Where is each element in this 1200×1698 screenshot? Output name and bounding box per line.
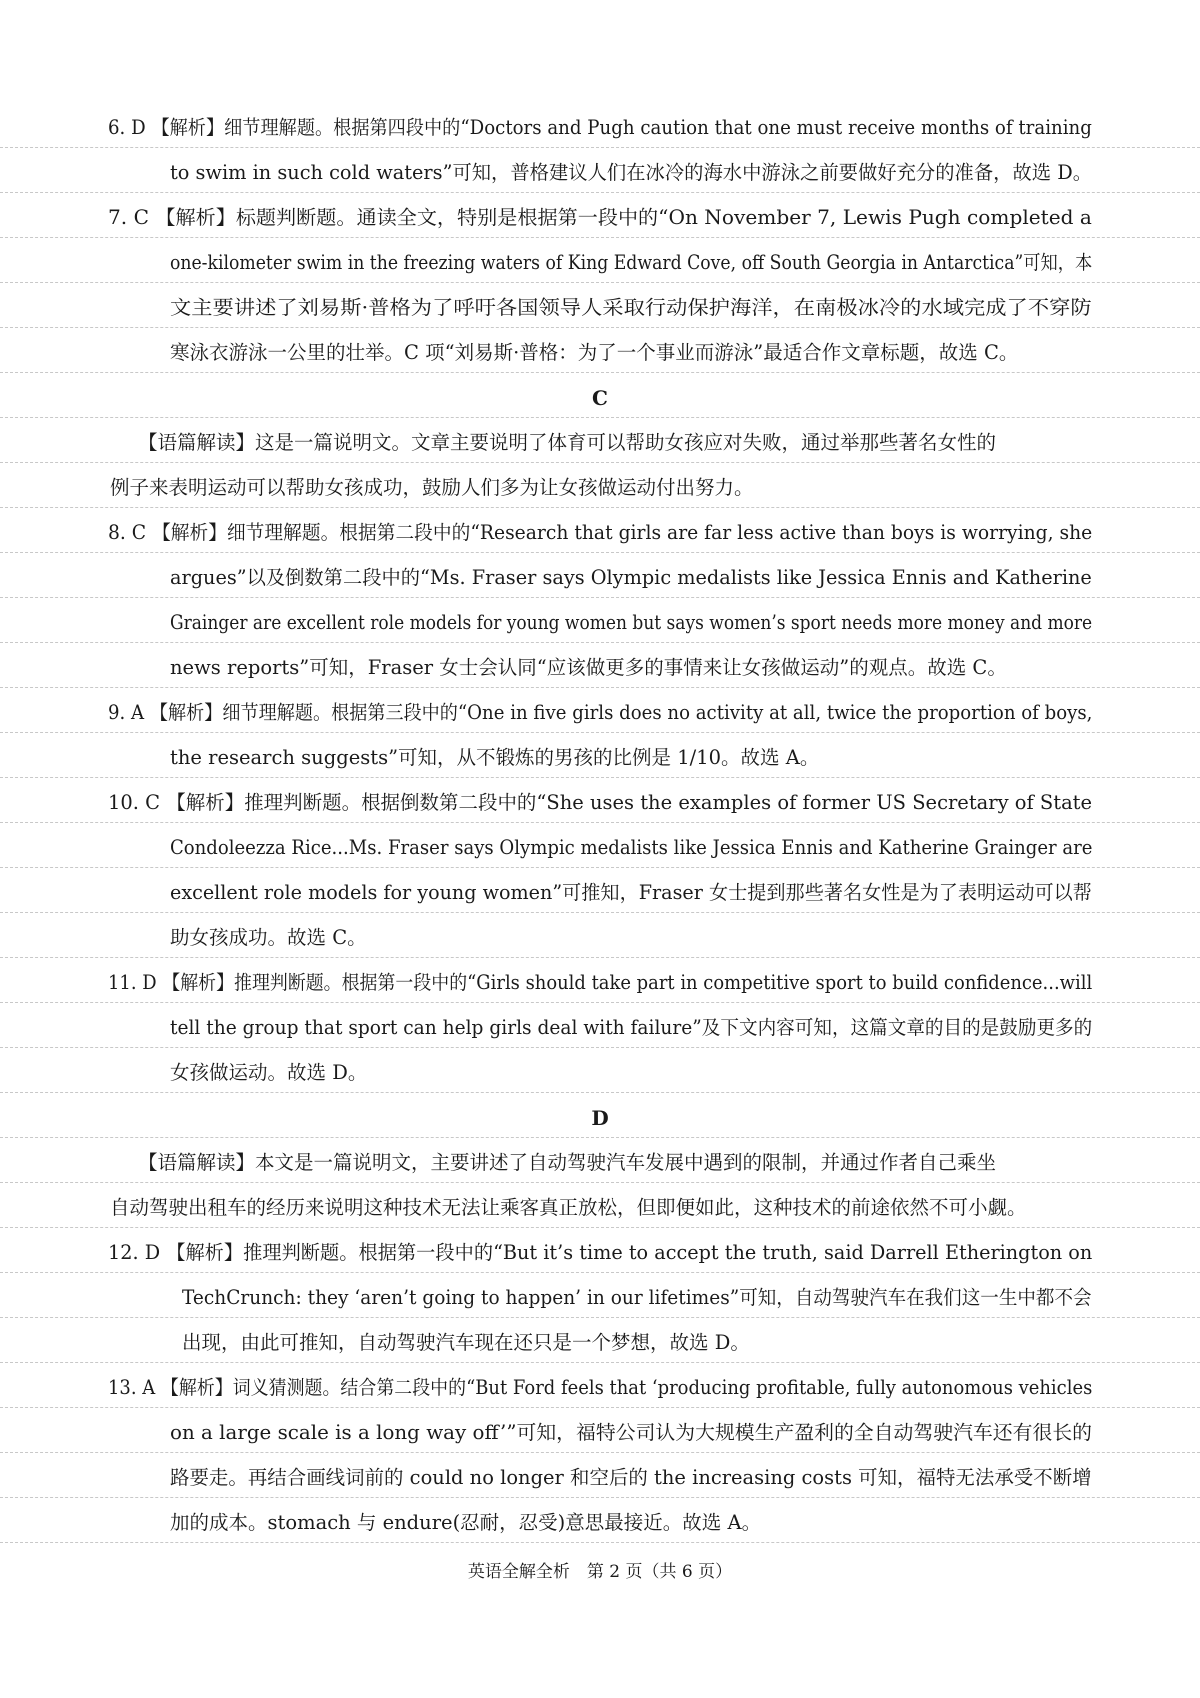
answer-explanation-line: 加的成本。stomach 与 endure(忍耐，忍受)意思最接近。故选 A。 bbox=[170, 1511, 762, 1534]
answer-explanation-line: 出现，由此可推知，自动驾驶汽车现在还只是一个梦想，故选 D。 bbox=[182, 1331, 750, 1354]
answer-explanation-line: news reports”可知，Fraser 女士会认同“应该做更多的事情来让女孩做运动”的观点。故选 C。 bbox=[170, 656, 1007, 679]
answer-explanation-line: 11. D 【解析】推理判断题。根据第一段中的“Girls should take part in competitive sport to build confidence...will bbox=[108, 971, 1093, 994]
answer-explanation-line: the research suggests”可知，从不锻炼的男孩的比例是 1/10。故选 A。 bbox=[170, 746, 820, 769]
passage-summary-line: 【语篇解读】本文是一篇说明文，主要讲述了自动驾驶汽车发展中遇到的限制，并通过作者自己乘坐 bbox=[138, 1151, 997, 1174]
answer-explanation-line: on a large scale is a long way off’”可知，福特公司认为大规模生产盈利的全自动驾驶汽车还有很长的 bbox=[170, 1421, 1093, 1444]
answer-explanation-line: 7. C 【解析】标题判断题。通读全文，特别是根据第一段中的“On November 7, Lewis Pugh completed a bbox=[108, 206, 1092, 229]
passage-summary-line: 自动驾驶出租车的经历来说明这种技术无法让乘客真正放松，但即便如此，这种技术的前途依然不可小觑。 bbox=[110, 1196, 1027, 1219]
passage-summary-line: 【语篇解读】这是一篇说明文。文章主要说明了体育可以帮助女孩应对失败，通过举那些著名女性的 bbox=[138, 431, 997, 454]
answer-explanation-line: 12. D 【解析】推理判断题。根据第一段中的“But it’s time to accept the truth, said Darrell Etherington on bbox=[108, 1241, 1093, 1264]
answer-explanation-line: 9. A 【解析】细节理解题。根据第三段中的“One in five girls does no activity at all, twice the proportion of boys, bbox=[108, 701, 1093, 724]
section-heading: C bbox=[592, 386, 608, 410]
answer-explanation-line: Grainger are excellent role models for young women but says women’s sport needs more money and more bbox=[170, 611, 1093, 634]
answer-explanation-line: excellent role models for young women”可推知，Fraser 女士提到那些著名女性是为了表明运动可以帮 bbox=[170, 881, 1092, 904]
answer-explanation-line: 女孩做运动。故选 D。 bbox=[170, 1061, 368, 1084]
answer-explanation-line: argues”以及倒数第二段中的“Ms. Fraser says Olympic medalists like Jessica Ennis and Katherine bbox=[170, 566, 1092, 589]
answer-explanation-line: 寒泳衣游泳一公里的壮举。C 项“刘易斯·普格：为了一个事业而游泳”最适合作文章标题，故选 C。 bbox=[170, 341, 1019, 364]
answer-explanation-line: to swim in such cold waters”可知，普格建议人们在冰冷的海水中游泳之前要做好充分的准备，故选 D。 bbox=[170, 161, 1093, 184]
page-footer: 英语全解全析 第 2 页（共 6 页） bbox=[467, 1562, 733, 1582]
answer-explanation-line: 6. D 【解析】细节理解题。根据第四段中的“Doctors and Pugh caution that one must receive months of training bbox=[108, 116, 1092, 139]
passage-summary-line: 例子来表明运动可以帮助女孩成功，鼓励人们多为让女孩做运动付出努力。 bbox=[110, 476, 754, 499]
answer-explanation-line: Condoleezza Rice...Ms. Fraser says Olympic medalists like Jessica Ennis and Katherine Grainger are bbox=[170, 836, 1093, 859]
answer-explanation-line: 10. C 【解析】推理判断题。根据倒数第二段中的“She uses the examples of former US Secretary of State bbox=[108, 791, 1093, 814]
answer-explanation-line: 助女孩成功。故选 C。 bbox=[170, 926, 367, 949]
answer-explanation-line: 路要走。再结合画线词前的 could no longer 和空后的 the increasing costs 可知，福特无法承受不断增 bbox=[170, 1466, 1092, 1489]
answer-explanation-line: one-kilometer swim in the freezing waters of King Edward Cove, off South Georgia in Antarctica”可知，本 bbox=[170, 251, 1093, 274]
section-heading: D bbox=[591, 1106, 609, 1130]
answer-explanation-line: 13. A 【解析】词义猜测题。结合第二段中的“But Ford feels that ‘producing profitable, fully autonomous vehicles bbox=[108, 1376, 1093, 1399]
answer-explanation-line: tell the group that sport can help girls deal with failure”及下文内容可知，这篇文章的目的是鼓励更多的 bbox=[170, 1016, 1093, 1039]
answer-explanation-line: 文主要讲述了刘易斯·普格为了呼吁各国领导人采取行动保护海洋，在南极冰冷的水域完成了不穿防 bbox=[170, 296, 1092, 319]
answer-explanation-line: TechCrunch: they ‘aren’t going to happen’ in our lifetimes”可知，自动驾驶汽车在我们这一生中都不会 bbox=[182, 1286, 1092, 1309]
answer-explanation-line: 8. C 【解析】细节理解题。根据第二段中的“Research that girls are far less active than boys is worrying, she bbox=[108, 521, 1093, 544]
